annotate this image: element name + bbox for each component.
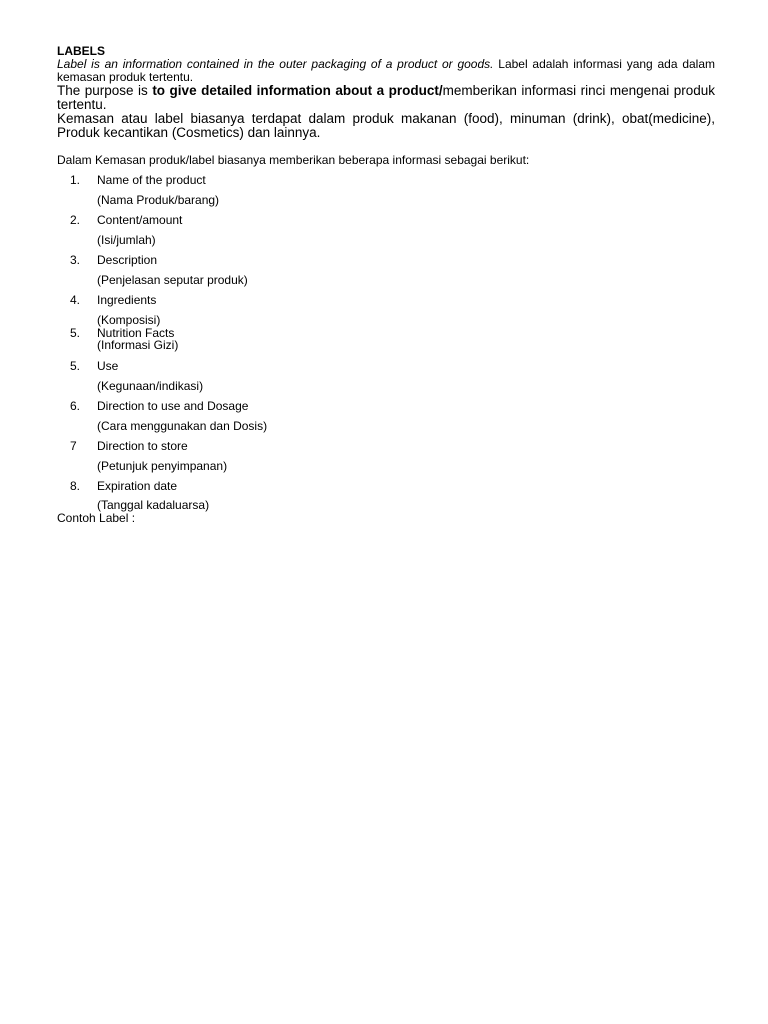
list-item-number: 1. [70, 173, 81, 187]
list-item-label: Content/amount [97, 213, 183, 227]
list-item-number: 8. [70, 479, 81, 493]
list-item-label: Nutrition Facts [97, 326, 175, 340]
list-item [57, 213, 715, 227]
list-item-translation: (Tanggal kadaluarsa) [97, 498, 210, 512]
list-item [57, 399, 715, 413]
list-item-number: 6. [70, 399, 81, 413]
purpose-paragraph [57, 84, 715, 112]
list-item-translation: (Petunjuk penyimpanan) [97, 459, 228, 473]
list-item-translation: (Isi/jumlah) [97, 233, 156, 247]
list-item [57, 293, 715, 307]
list-item-label: Direction to use and Dosage [97, 399, 249, 413]
list-item-translation: (Informasi Gizi) [97, 338, 179, 352]
purpose-translation: memberikan informasi rinci mengenai produk tertentu. [57, 83, 715, 112]
list-item-number: 4. [70, 293, 81, 307]
list-item-number: 7 [70, 439, 77, 453]
list-item-number: 2. [70, 213, 81, 227]
document-title: LABELS [57, 44, 105, 58]
example-label-heading: Contoh Label : [57, 511, 136, 525]
usage-paragraph: Kemasan atau label biasanya terdapat dalam produk makanan (food), minuman (drink), obat(medicine), Produk kecantikan (Cosmetics) dan lainnya. [57, 111, 715, 140]
document-page [57, 44, 715, 525]
list-item-label: Name of the product [97, 173, 206, 187]
list-item-translation: (Kegunaan/indikasi) [97, 379, 204, 393]
list-item-number: 5. [70, 326, 81, 340]
list-item [57, 479, 715, 493]
definition-paragraph [57, 58, 715, 84]
list-item [57, 327, 715, 339]
list-item-translation: (Nama Produk/barang) [97, 193, 220, 207]
list-item-label: Description [97, 253, 158, 267]
purpose-emphasis: to give detailed information about a product/ [152, 83, 443, 98]
list-item-translation: (Komposisi) [97, 313, 161, 327]
list-item [57, 439, 715, 453]
list-item-label: Ingredients [97, 293, 157, 307]
list-item-number: 5. [70, 359, 81, 373]
list-item [57, 253, 715, 267]
list-intro: Dalam Kemasan produk/label biasanya memberikan beberapa informasi sebagai berikut: [57, 153, 530, 167]
list-item-label: Expiration date [97, 479, 178, 493]
info-list [57, 173, 715, 512]
list-item [57, 359, 715, 373]
list-item-translation: (Cara menggunakan dan Dosis) [97, 419, 268, 433]
list-item-translation: (Penjelasan seputar produk) [97, 273, 248, 287]
purpose-prefix: The purpose is [57, 83, 153, 98]
definition-indonesian: Label adalah informasi yang ada dalam kemasan produk tertentu. [57, 57, 715, 84]
list-item-label: Use [97, 359, 119, 373]
definition-english: Label is an information contained in the outer packaging of a product or goods. [57, 57, 494, 71]
list-item-label: Direction to store [97, 439, 188, 453]
list-item [57, 173, 715, 187]
list-item-number: 3. [70, 253, 81, 267]
